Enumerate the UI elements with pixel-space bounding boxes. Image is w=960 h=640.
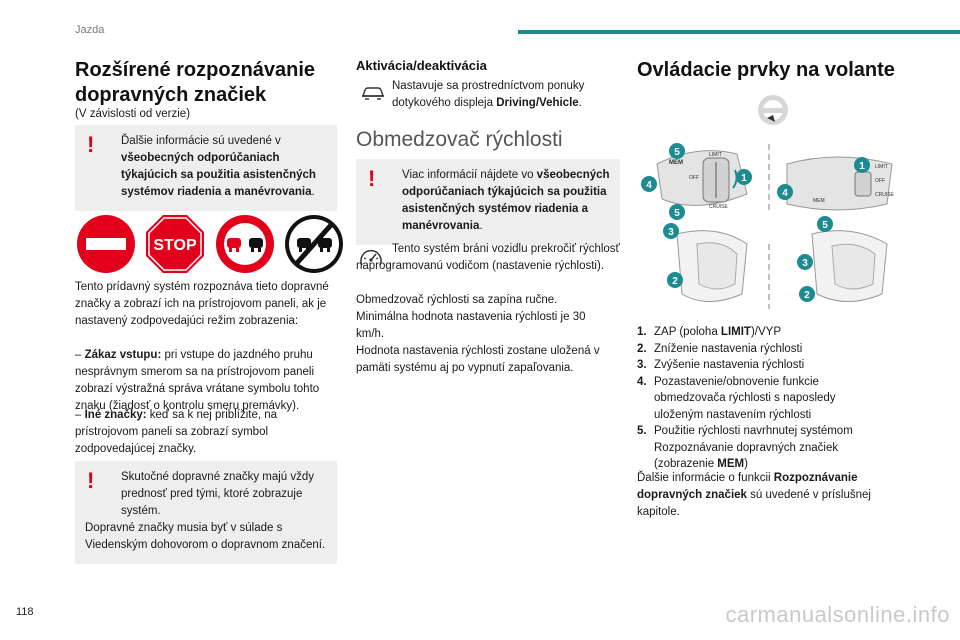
callout-2: 2 [672,276,678,287]
callout-4b: 4 [782,188,788,199]
list-item-number: 2. [637,342,647,355]
callout-1: 1 [741,173,747,184]
warning-icon: ! [368,166,376,191]
list-item [637,341,907,358]
note-box-limiter-advice [356,159,620,245]
list-item-text: Zvýšenie nastavenia rýchlosti [654,359,805,371]
footer-text: Ďalšie informácie o funkcii [637,472,774,484]
note-bold-text: všeobecných odporúčaniach týkajúcich sa použitia asistenčných systémov riadenia a manévrovania [121,152,316,198]
limiter-description: Tento systém bráni vozidlu prekročiť rýchlosť naprogramovanú vodičom (nastavenie rýchlosti). [356,243,620,272]
bullet-dash: – [75,409,85,421]
list-item [637,324,907,341]
diagram-label-cruise-2: CRUISE [875,192,894,198]
list-item [637,374,907,424]
header-accent-bar [518,30,960,34]
controls-footer-note [637,470,887,521]
bullet-other-signs [75,407,337,458]
sign-recognition-description: Tento prídavný systém rozpoznáva tieto dopravné značky a zobrazí ich na prístrojovom paneli, ak je nastavený zodpovedajúci režim zobrazenia: [75,281,329,327]
page-number: 118 [16,606,34,618]
stop-sign-icon [146,215,204,273]
activation-text [392,78,620,112]
no-entry-sign-icon [77,215,135,273]
warning-icon: ! [87,468,95,493]
note-end: . [479,220,483,232]
right-control-lever [787,157,895,210]
list-item-number: 1. [637,326,647,338]
traffic-signs-row [75,213,345,275]
footer-bold: Rozpoznávanie dopravných značiek [637,472,858,501]
note-text: Ďalšie informácie sú uvedené v [121,135,281,147]
no-overtaking-sign-icon [216,215,274,273]
list-item-end: ) [744,458,748,470]
left-control-lever [657,151,747,210]
list-item-number: 4. [637,375,647,388]
callout-2b: 2 [804,290,810,301]
list-item-bold: LIMIT [720,326,751,338]
controls-list [637,324,907,473]
note-end: . [311,186,315,198]
bullet-dash: – [75,349,85,361]
version-note: (V závislosti od verzie) [75,108,191,120]
activation-title: Aktivácia/deaktivácia [356,58,487,73]
list-item [637,357,907,374]
callout-3b: 3 [802,258,808,269]
bullet-bold: Zákaz vstupu: [84,349,162,361]
stop-sign-text: STOP [153,237,197,254]
note-text: Viac informácií nájdete vo [402,169,537,181]
list-item-end: )/VYP [750,326,781,338]
steering-wheel-icon [753,92,793,128]
callout-5b: 5 [674,208,680,219]
callout-1b: 1 [859,161,865,172]
activation-text-plain: Nastavuje sa prostredníctvom ponuky dotykového displeja [392,80,585,109]
list-item-text: ZAP (poloha [654,326,721,338]
diagram-label-cruise: CRUISE [709,204,728,210]
note-text: Skutočné dopravné značky majú vždy prednosť pred tými, ktoré zobrazuje systém. [121,471,315,517]
list-item-bold: MEM [717,458,745,470]
callout-5c: 5 [822,220,828,231]
limiter-min-value: Minimálna hodnota nastavenia rýchlosti je 30 km/h. [356,311,586,340]
steering-controls-title: Ovládacie prvky na volante [637,59,895,81]
list-item-text: Použitie rýchlosti navrhnutej systémom Rozpoznávanie dopravných značiek (zobrazenie [654,425,853,470]
list-item-text: Pozastavenie/obnovenie funkcie obmedzovača rýchlosti s naposledy uloženým nastavením rýchlosti [654,375,836,421]
limiter-memory-note: Hodnota nastavenia rýchlosti zostane uložená v pamäti systému aj po vypnutí zapaľovania. [356,345,600,374]
activation-text-bold: Driving/Vehicle [496,97,579,109]
footer-end: sú uvedené v príslušnej kapitole. [637,489,871,518]
callout-4: 4 [646,180,652,191]
list-item-number: 3. [637,359,647,371]
diagram-label-off: OFF [689,175,699,181]
watermark: carmanualsonline.info [725,602,950,627]
bullet-text: keď sa k nej priblížite, na prístrojovom paneli sa zobrazí symbol zodpovedajúcej značky. [75,409,278,455]
callout-3: 3 [668,227,674,238]
speed-limiter-title: Obmedzovač rýchlosti [356,128,563,151]
list-item [637,423,907,473]
diagram-label-limit: LIMIT [709,152,722,158]
callout-5: 5 [674,147,680,158]
note-bold-text: všeobecných odporúčaniach týkajúcich sa použitia asistenčných systémov riadenia a manévrovania [402,169,610,232]
list-item-text: Zníženie nastavenia rýchlosti [654,342,803,355]
bullet-bold: Iné značky: [84,409,147,421]
list-item-number: 5. [637,425,647,437]
note-box-general-advice [75,125,337,211]
section-title-sign-recognition: Rozšírené rozpoznávanie dopravných značiek [75,59,316,106]
end-no-overtaking-sign-icon [285,215,343,273]
activation-text-end: . [578,97,582,109]
steering-controls-diagram [637,134,907,314]
bullet-text: pri vstupe do jazdného pruhu nesprávnym smerom sa na prístrojovom paneli zobrazí výstražná správa vrátane symbolu tohto znaku (žiadosť o kontrolu smeru premávky). [75,349,320,412]
limiter-manual-on: Obmedzovač rýchlosti sa zapína ručne. [356,294,558,306]
diagram-label-mem-2: MEM [813,198,825,204]
vehicle-icon [360,84,386,102]
diagram-label-mem: MEM [669,160,683,166]
note-text-2: Dopravné značky musia byť v súlade s Viedenským dohovorom o dopravnom značení. [85,522,326,551]
warning-icon: ! [87,132,95,157]
diagram-label-off-2: OFF [875,178,885,184]
diagram-label-limit-2: LIMIT [875,164,888,170]
page-header-label: Jazda [75,24,105,36]
bullet-no-entry [75,347,337,415]
note-box-real-signs [75,461,337,564]
